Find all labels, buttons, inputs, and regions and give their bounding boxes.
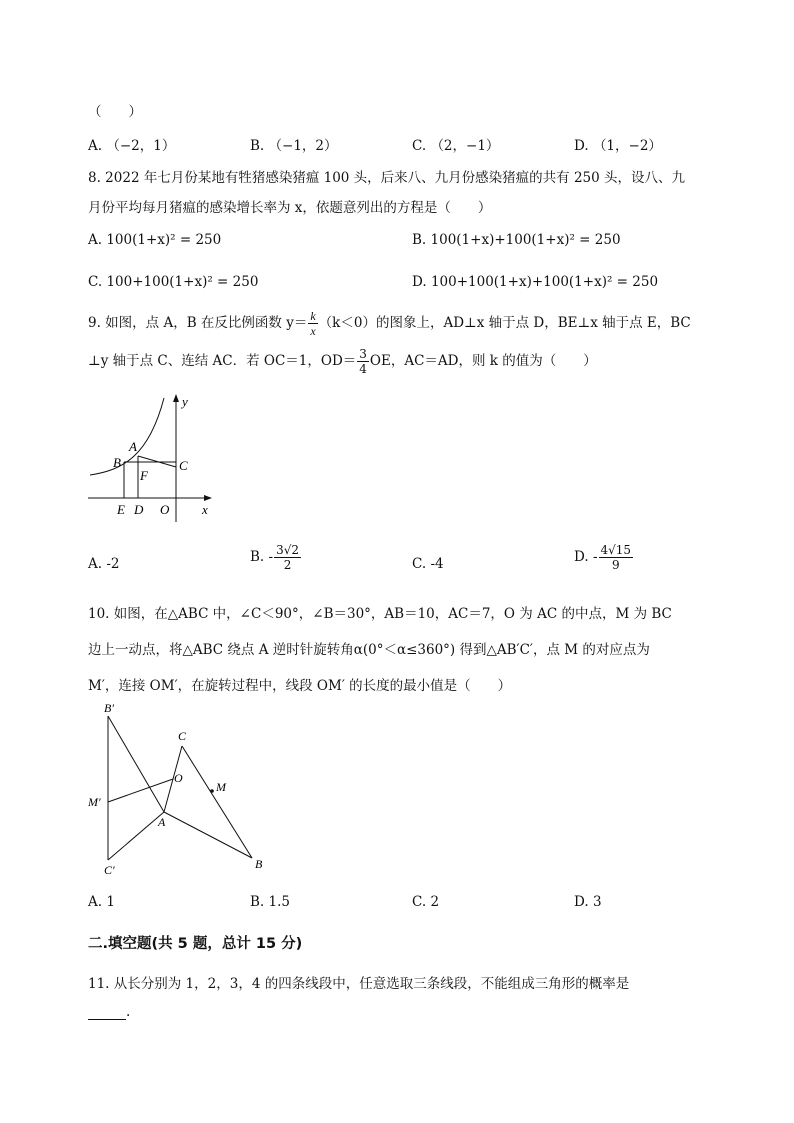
- label-x: x: [202, 502, 208, 517]
- q10-stem-line3: M′，连接 OM′，在旋转过程中，线段 OM′ 的长度的最小值是（ ）: [88, 678, 512, 694]
- q9-figure: [84, 390, 224, 525]
- label-C: C: [178, 729, 187, 743]
- label-O: O: [160, 502, 170, 517]
- label-F: F: [140, 468, 148, 483]
- point-M: [210, 789, 214, 793]
- fraction-three-quarters: $\frac{3}{4}$: [359, 347, 367, 376]
- y-axis-arrow: [173, 394, 179, 402]
- q10-option-a: A. 1: [88, 894, 115, 910]
- q11-answer-line: .: [88, 1004, 130, 1020]
- q8-option-a: A. 100(1+x)² = 250: [88, 232, 222, 248]
- hyperbola-curve: [90, 398, 164, 475]
- section-heading-fill-blank: 二.填空题(共 5 题，总计 15 分): [88, 936, 303, 952]
- segment-CB: [182, 746, 252, 858]
- label-B1: B′: [104, 701, 114, 715]
- label-O: O: [174, 771, 183, 785]
- q10-stem-line1: 10. 如图，在△ABC 中，∠C＜90°，∠B＝30°，AB＝10，AC＝7，O 为 AC 的中点，M 为 BC: [88, 606, 672, 622]
- q7-option-b: B. （−1，2）: [250, 138, 338, 154]
- label-y: y: [182, 394, 188, 409]
- q7-option-c: C. （2，−1）: [412, 138, 500, 154]
- label-C: C: [179, 458, 188, 473]
- q9-option-d: D. - $\frac{4√15}{9}$: [574, 543, 632, 572]
- q9-option-b: B. - $\frac{3√2}{2}$: [250, 543, 299, 572]
- x-axis-arrow: [204, 495, 212, 501]
- label-A: A: [158, 815, 166, 829]
- segment-OM1: [108, 779, 173, 802]
- segment-AB: [164, 812, 252, 858]
- q10-figure: [84, 698, 274, 884]
- q8-option-c: C. 100+100(1+x)² = 250: [88, 274, 259, 290]
- q9-stem-line1: 9. 如图，点 A，B 在反比例函数 y＝ $\frac{k}{x}$ （k＜0）的图象上，AD⊥x 轴于点 D，BE⊥x 轴于点 E，BC: [88, 309, 691, 338]
- q9-option-a: A. -2: [88, 556, 120, 572]
- label-M: M: [216, 780, 226, 794]
- label-M1: M′: [88, 795, 101, 809]
- q10-option-d: D. 3: [574, 894, 602, 910]
- answer-blank[interactable]: [88, 1007, 126, 1020]
- label-A: A: [129, 439, 137, 454]
- q8-stem-line1: 8. 2022 年七月份某地有牲猪感染猪瘟 100 头，后来八、九月份感染猪瘟的共有 250 头，设八、九: [88, 170, 686, 186]
- label-C1: C′: [104, 863, 115, 877]
- q8-option-b: B. 100(1+x)+100(1+x)² = 250: [412, 232, 621, 248]
- q9-option-c: C. -4: [412, 556, 444, 572]
- q7-answer-paren: （ ）: [88, 104, 142, 120]
- q7-option-d: D. （1，−2）: [574, 138, 662, 154]
- segment-B1A: [108, 716, 164, 812]
- segment-C1A: [108, 812, 164, 860]
- label-B: B: [255, 857, 263, 871]
- q10-option-c: C. 2: [412, 894, 440, 910]
- fraction-k-over-x: $\frac{k}{x}$: [310, 309, 316, 338]
- q11-stem-line1: 11. 从长分别为 1，2，3，4 的四条线段中，任意选取三条线段，不能组成三角形的概率是: [88, 976, 630, 992]
- q9-stem-line2: ⊥y 轴于点 C、连结 AC．若 OC＝1，OD＝ $\frac{3}{4}$ OE，AC＝AD，则 k 的值为（ ）: [88, 347, 597, 376]
- q10-stem-line2: 边上一动点，将△ABC 绕点 A 逆时针旋转角α(0°＜α≤360°) 得到△AB′C′，点 M 的对应点为: [88, 642, 650, 658]
- q10-option-b: B. 1.5: [250, 894, 290, 910]
- label-B: B: [113, 455, 121, 470]
- q8-stem-line2: 月份平均每月猪瘟的感染增长率为 x，依题意列出的方程是（ ）: [88, 200, 492, 216]
- label-E: E: [117, 502, 125, 517]
- q8-option-d: D. 100+100(1+x)+100(1+x)² = 250: [412, 274, 659, 290]
- q7-option-a: A. （−2，1）: [88, 138, 176, 154]
- label-D: D: [134, 502, 144, 517]
